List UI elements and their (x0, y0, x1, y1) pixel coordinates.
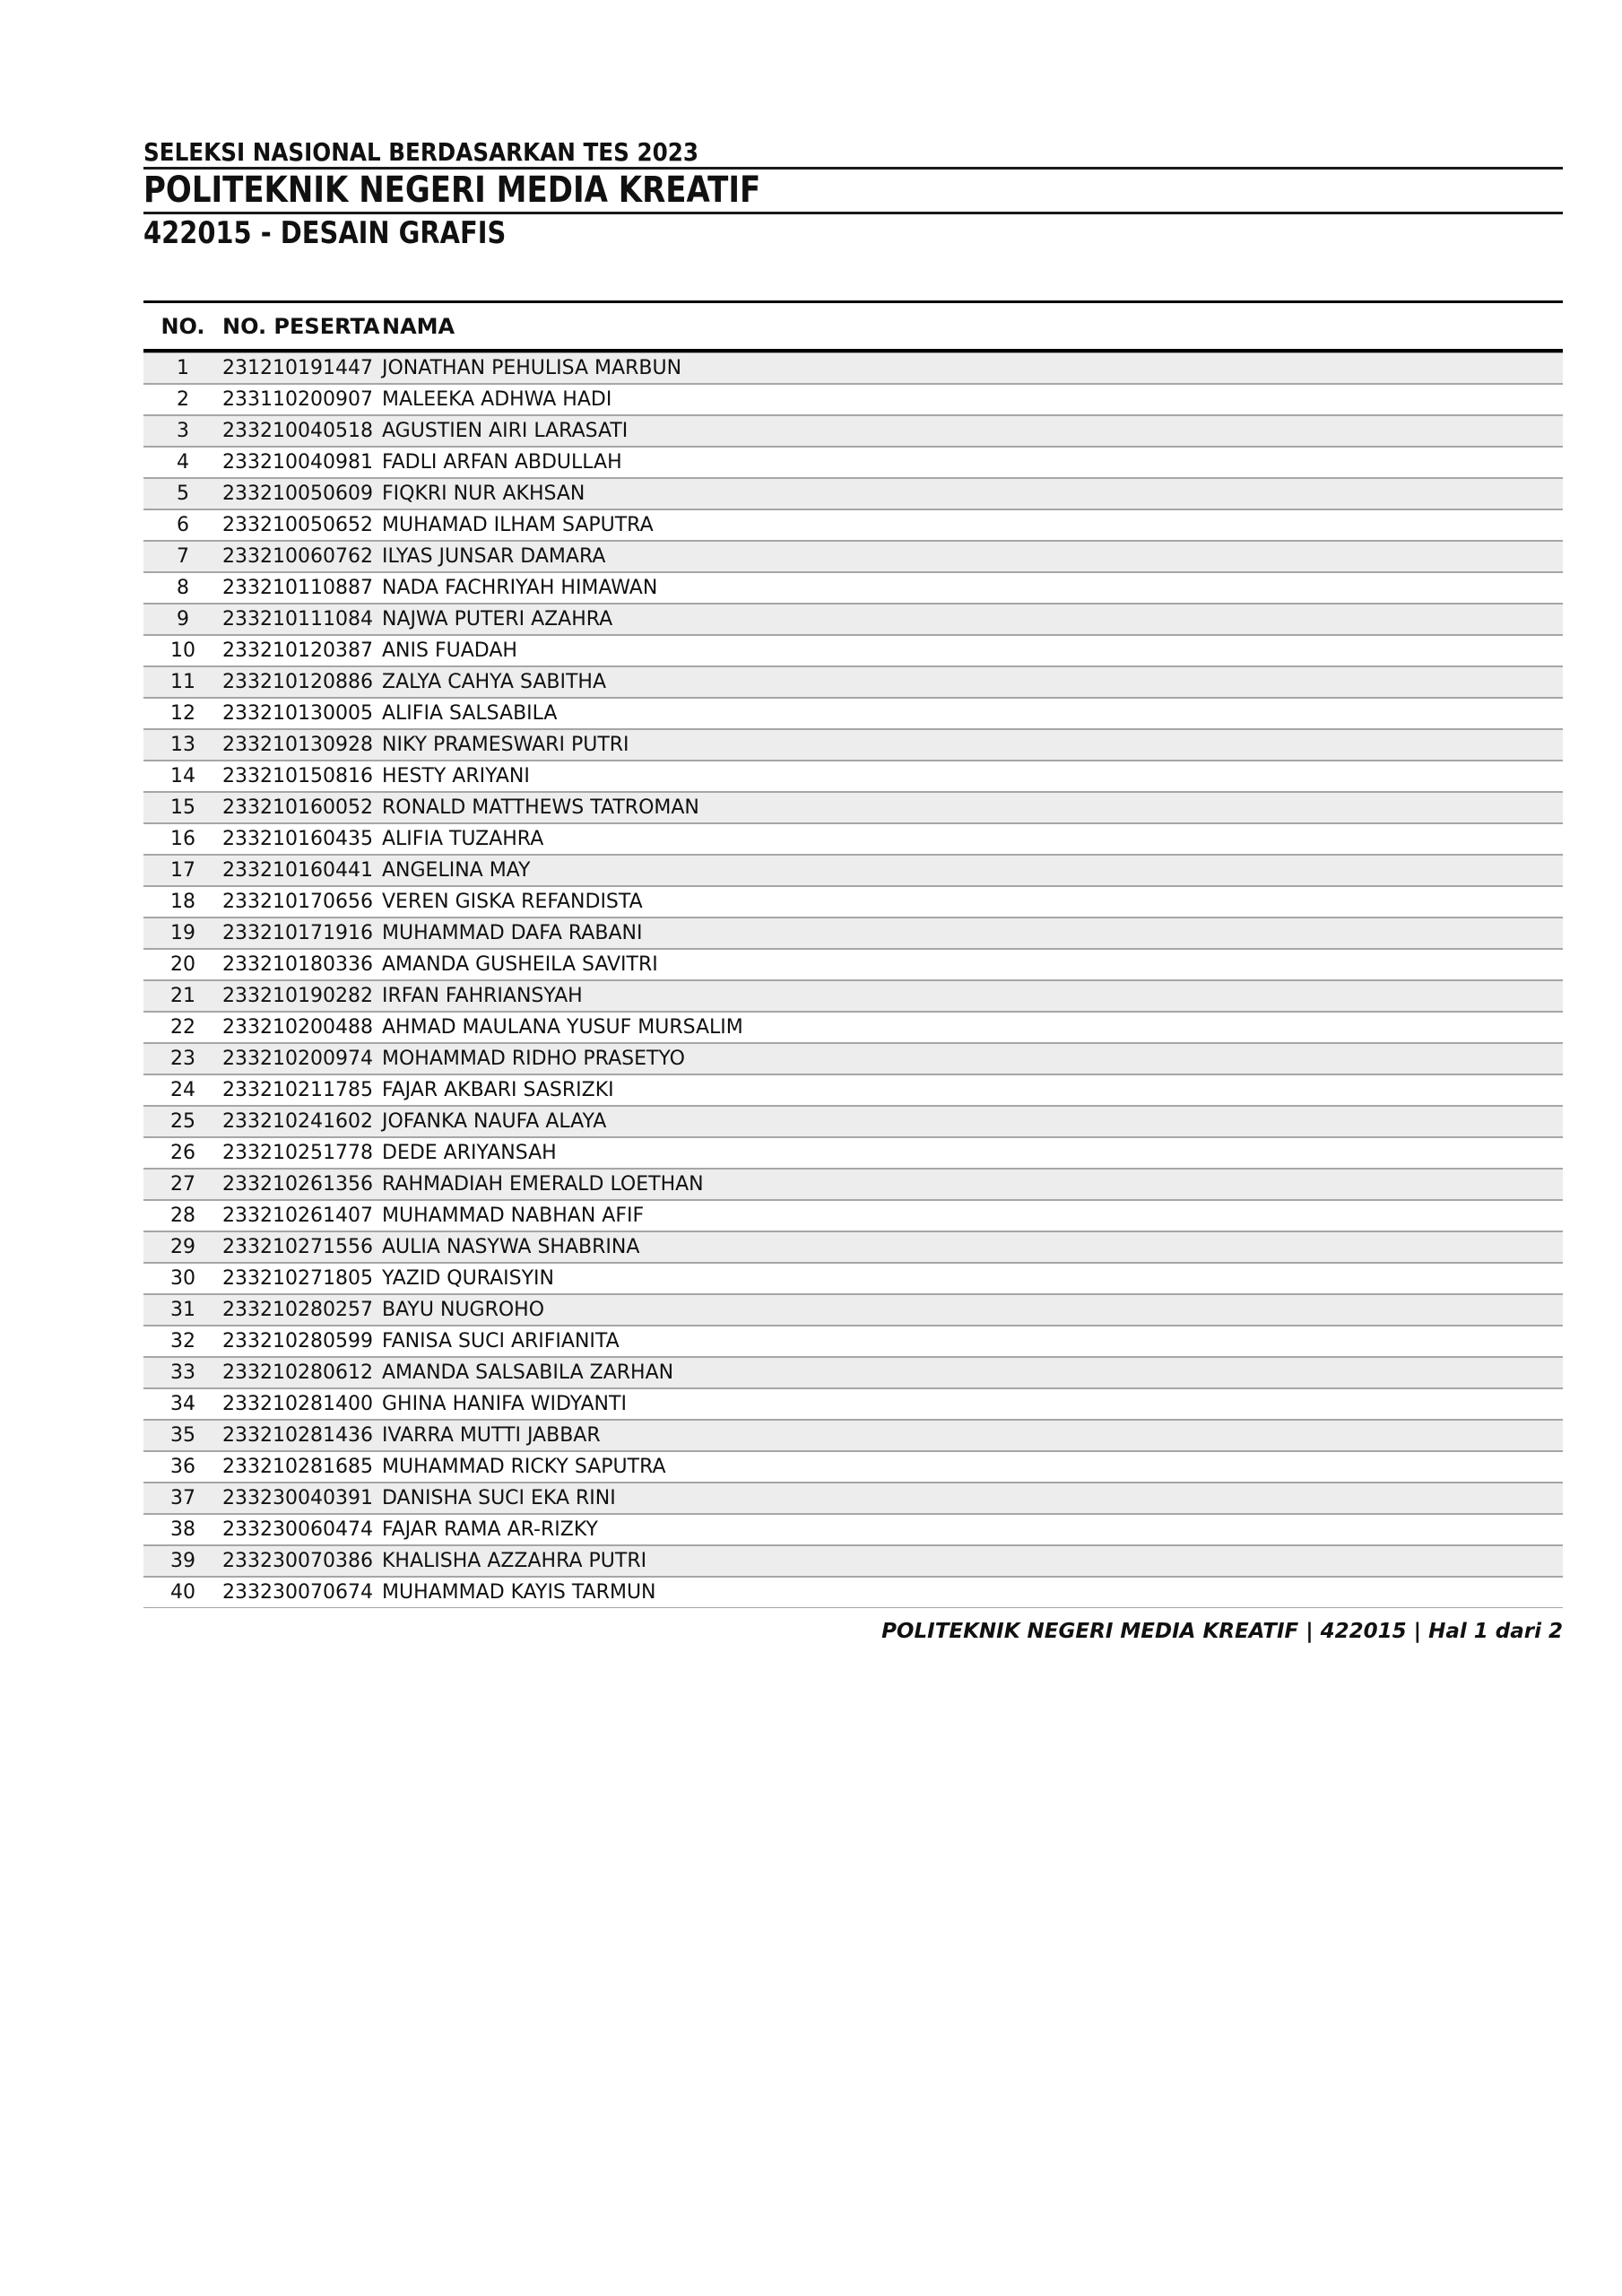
row-no: 29 (170, 1236, 195, 1258)
exam-title (143, 137, 1563, 167)
row-no: 31 (170, 1299, 195, 1321)
row-nama: AGUSTIEN AIRI LARASATI (382, 420, 629, 442)
row-no: 8 (177, 577, 189, 599)
row-peserta: 233210130005 (222, 702, 373, 725)
table-row (143, 541, 1563, 572)
table-row (143, 1357, 1563, 1388)
table-row (143, 1043, 1563, 1074)
table-row (143, 415, 1563, 447)
row-nama: KHALISHA AZZAHRA PUTRI (382, 1550, 647, 1572)
row-peserta: 233210190282 (222, 985, 373, 1007)
row-peserta: 233210211785 (222, 1079, 373, 1101)
row-peserta: 233210261356 (222, 1173, 373, 1196)
table-row (143, 447, 1563, 478)
row-nama: JOFANKA NAUFA ALAYA (382, 1110, 607, 1133)
row-no: 5 (177, 483, 189, 505)
row-peserta: 233210160441 (222, 859, 373, 882)
row-no: 16 (170, 828, 195, 850)
row-peserta: 233110200907 (222, 388, 373, 411)
participants-table (143, 300, 1563, 1608)
exam-title-text: SELEKSI NASIONAL BERDASARKAN TES 2023 (143, 137, 699, 167)
institution-title (143, 170, 1563, 210)
row-peserta: 233210060762 (222, 545, 373, 568)
table-row (143, 1169, 1563, 1200)
row-nama: AMANDA SALSABILA ZARHAN (382, 1361, 674, 1384)
row-peserta: 233210160435 (222, 828, 373, 850)
table-row (143, 1577, 1563, 1608)
row-no: 37 (170, 1487, 195, 1509)
row-peserta: 233210200974 (222, 1048, 373, 1070)
row-nama: DEDE ARIYANSAH (382, 1142, 557, 1164)
table-row (143, 729, 1563, 761)
table-row (143, 509, 1563, 541)
row-no: 38 (170, 1518, 195, 1541)
table-row (143, 792, 1563, 823)
row-peserta: 233210280257 (222, 1299, 373, 1321)
table-row (143, 1137, 1563, 1169)
table-row (143, 698, 1563, 729)
row-nama: RAHMADIAH EMERALD LOETHAN (382, 1173, 704, 1196)
table-row (143, 635, 1563, 666)
row-peserta: 233210241602 (222, 1110, 373, 1133)
table-row (143, 1106, 1563, 1137)
row-nama: FAJAR RAMA AR-RIZKY (382, 1518, 598, 1541)
row-nama: MUHAMMAD RICKY SAPUTRA (382, 1456, 666, 1478)
row-peserta: 233210111084 (222, 608, 373, 631)
row-no: 14 (170, 765, 195, 787)
row-peserta: 233210271556 (222, 1236, 373, 1258)
row-peserta: 233210040518 (222, 420, 373, 442)
row-nama: MUHAMMAD DAFA RABANI (382, 922, 643, 944)
row-nama: IRFAN FAHRIANSYAH (382, 985, 583, 1007)
row-no: 7 (177, 545, 189, 568)
table-row (143, 352, 1563, 384)
table-row (143, 1263, 1563, 1294)
row-no: 32 (170, 1330, 195, 1352)
row-peserta: 233210261407 (222, 1205, 373, 1227)
row-peserta: 233210040981 (222, 451, 373, 474)
row-nama: ZALYA CAHYA SABITHA (382, 671, 606, 693)
row-nama: MUHAMAD ILHAM SAPUTRA (382, 514, 654, 536)
row-nama: HESTY ARIYANI (382, 765, 530, 787)
row-peserta: 233210130928 (222, 734, 373, 756)
row-no: 10 (170, 639, 195, 662)
row-no: 4 (177, 451, 189, 474)
table-row (143, 1200, 1563, 1231)
row-nama: FIQKRI NUR AKHSAN (382, 483, 585, 505)
row-no: 23 (170, 1048, 195, 1070)
row-nama: IVARRA MUTTI JABBAR (382, 1424, 601, 1447)
row-no: 35 (170, 1424, 195, 1447)
table-row (143, 1294, 1563, 1326)
table-row (143, 1074, 1563, 1106)
row-no: 2 (177, 388, 189, 411)
divider-middle (143, 212, 1563, 214)
row-peserta: 233210280612 (222, 1361, 373, 1384)
table-row (143, 1012, 1563, 1043)
row-peserta: 233210160052 (222, 796, 373, 819)
table-row (143, 572, 1563, 604)
row-no: 26 (170, 1142, 195, 1164)
table-row (143, 1231, 1563, 1263)
row-no: 1 (177, 357, 189, 379)
row-nama: RONALD MATTHEWS TATROMAN (382, 796, 699, 819)
row-no: 3 (177, 420, 189, 442)
table-row (143, 886, 1563, 918)
document-header (143, 137, 1563, 251)
row-no: 24 (170, 1079, 195, 1101)
row-peserta: 233210271805 (222, 1267, 373, 1290)
row-peserta: 233210120387 (222, 639, 373, 662)
table-row (143, 855, 1563, 886)
row-no: 40 (170, 1581, 195, 1604)
table-row (143, 949, 1563, 980)
table-row (143, 478, 1563, 509)
row-no: 36 (170, 1456, 195, 1478)
table-row (143, 1420, 1563, 1451)
row-peserta: 233210170656 (222, 891, 373, 913)
row-nama: NAJWA PUTERI AZAHRA (382, 608, 613, 631)
row-nama: ILYAS JUNSAR DAMARA (382, 545, 606, 568)
table-row (143, 918, 1563, 949)
row-no: 12 (170, 702, 195, 725)
row-no: 19 (170, 922, 195, 944)
row-nama: YAZID QURAISYIN (382, 1267, 554, 1290)
row-peserta: 233210281685 (222, 1456, 373, 1478)
row-peserta: 233210110887 (222, 577, 373, 599)
row-no: 6 (177, 514, 189, 536)
table-row (143, 1545, 1563, 1577)
institution-title-text: POLITEKNIK NEGERI MEDIA KREATIF (143, 170, 761, 211)
row-peserta: 233230070674 (222, 1581, 373, 1604)
row-peserta: 233210180336 (222, 953, 373, 976)
program-title (143, 217, 1563, 249)
table-row (143, 384, 1563, 415)
row-nama: JONATHAN PEHULISA MARBUN (382, 357, 682, 379)
row-no: 39 (170, 1550, 195, 1572)
row-no: 33 (170, 1361, 195, 1384)
table-body (143, 352, 1563, 1608)
col-header-no: NO. (160, 313, 205, 339)
row-nama: FANISA SUCI ARIFIANITA (382, 1330, 620, 1352)
table-row (143, 761, 1563, 792)
row-peserta: 231210191447 (222, 357, 373, 379)
row-no: 28 (170, 1205, 195, 1227)
row-peserta: 233230040391 (222, 1487, 373, 1509)
table-row (143, 604, 1563, 635)
row-nama: BAYU NUGROHO (382, 1299, 545, 1321)
row-no: 13 (170, 734, 195, 756)
row-nama: NIKY PRAMESWARI PUTRI (382, 734, 629, 756)
row-nama: FADLI ARFAN ABDULLAH (382, 451, 622, 474)
row-no: 22 (170, 1016, 195, 1039)
row-peserta: 233210171916 (222, 922, 373, 944)
row-nama: MUHAMMAD NABHAN AFIF (382, 1205, 645, 1227)
table-header-row (143, 300, 1563, 352)
row-nama: AULIA NASYWA SHABRINA (382, 1236, 640, 1258)
table-row (143, 980, 1563, 1012)
row-nama: FAJAR AKBARI SASRIZKI (382, 1079, 614, 1101)
row-peserta: 233230060474 (222, 1518, 373, 1541)
row-peserta: 233210050652 (222, 514, 373, 536)
row-nama: NADA FACHRIYAH HIMAWAN (382, 577, 658, 599)
row-peserta: 233210280599 (222, 1330, 373, 1352)
row-no: 20 (170, 953, 195, 976)
table-row (143, 1388, 1563, 1420)
program-title-text: 422015 - DESAIN GRAFIS (143, 215, 507, 251)
col-header-nama: NAMA (382, 313, 455, 339)
row-no: 27 (170, 1173, 195, 1196)
table-row (143, 1483, 1563, 1514)
row-peserta: 233210281400 (222, 1393, 373, 1415)
row-no: 9 (177, 608, 189, 631)
row-peserta: 233210050609 (222, 483, 373, 505)
table-row (143, 1451, 1563, 1483)
row-nama: VEREN GISKA REFANDISTA (382, 891, 643, 913)
row-peserta: 233230070386 (222, 1550, 373, 1572)
row-no: 30 (170, 1267, 195, 1290)
row-no: 18 (170, 891, 195, 913)
row-nama: MOHAMMAD RIDHO PRASETYO (382, 1048, 685, 1070)
page-footer: POLITEKNIK NEGERI MEDIA KREATIF | 422015 | Hal 1 dari 2 (881, 1620, 1563, 1643)
row-nama: MALEEKA ADHWA HADI (382, 388, 612, 411)
row-no: 21 (170, 985, 195, 1007)
row-nama: MUHAMMAD KAYIS TARMUN (382, 1581, 656, 1604)
row-no: 17 (170, 859, 195, 882)
row-no: 11 (170, 671, 195, 693)
table-row (143, 1514, 1563, 1545)
table-row (143, 823, 1563, 855)
row-no: 34 (170, 1393, 195, 1415)
row-nama: AHMAD MAULANA YUSUF MURSALIM (382, 1016, 743, 1039)
row-nama: AMANDA GUSHEILA SAVITRI (382, 953, 658, 976)
table-row (143, 1326, 1563, 1357)
row-nama: ALIFIA SALSABILA (382, 702, 558, 725)
row-no: 25 (170, 1110, 195, 1133)
row-nama: ALIFIA TUZAHRA (382, 828, 544, 850)
row-peserta: 233210251778 (222, 1142, 373, 1164)
row-nama: ANIS FUADAH (382, 639, 517, 662)
row-peserta: 233210120886 (222, 671, 373, 693)
row-peserta: 233210281436 (222, 1424, 373, 1447)
table-row (143, 666, 1563, 698)
row-nama: ANGELINA MAY (382, 859, 531, 882)
row-peserta: 233210150816 (222, 765, 373, 787)
col-header-peserta: NO. PESERTA (222, 313, 380, 339)
row-nama: GHINA HANIFA WIDYANTI (382, 1393, 627, 1415)
row-no: 15 (170, 796, 195, 819)
row-peserta: 233210200488 (222, 1016, 373, 1039)
row-nama: DANISHA SUCI EKA RINI (382, 1487, 616, 1509)
document-page (143, 137, 1563, 1643)
